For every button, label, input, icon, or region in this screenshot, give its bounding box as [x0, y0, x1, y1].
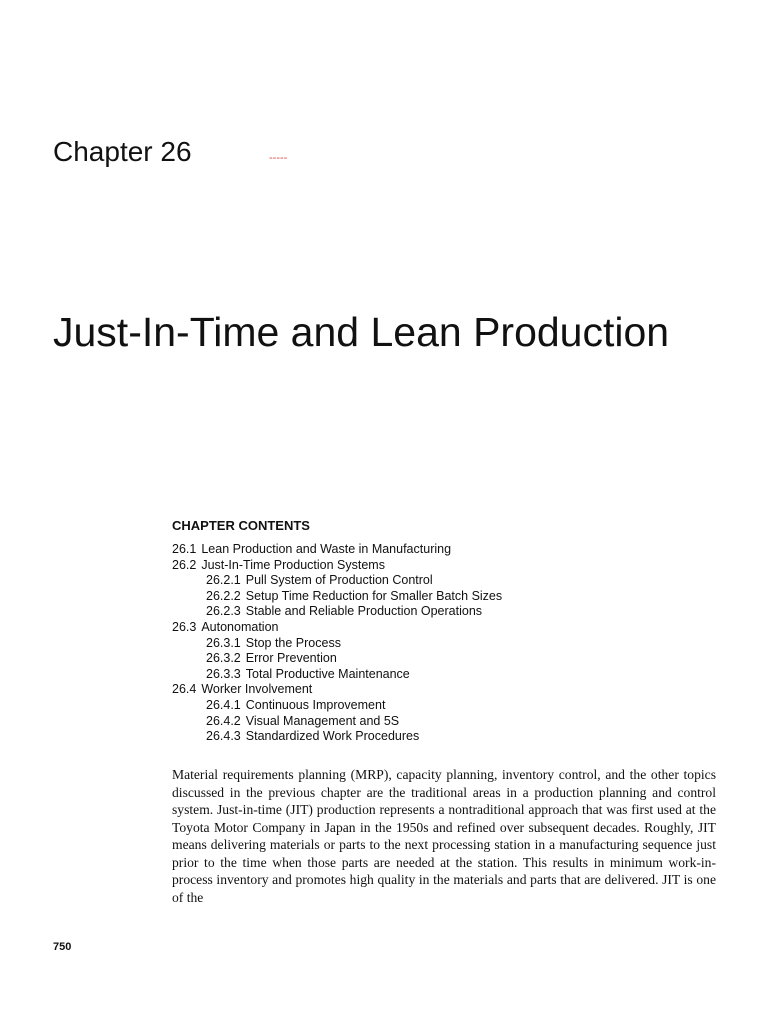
body-paragraph: Material requirements planning (MRP), capacity planning, inventory control, and the other topics discussed in the previous chapter are the traditional areas in a production planning and control system. Just-in-time (JIT) production represents a nontraditional approach that was first used at the Toyota Motor Company in Japan in the 1950s and refined over subsequent decades. Roughly, JIT means delivering materials or parts to the next processing station in a manufacturing sequence just prior to the time when those parts are needed at the station. This results in minimum work-in-process inventory and promotes high quality in the materials and parts that are delivered. JIT is one of the	[172, 767, 716, 905]
toc-item	[172, 573, 732, 589]
toc-item	[172, 542, 732, 558]
toc-item	[172, 714, 732, 730]
toc-item-label: Visual Management and 5S	[245, 713, 400, 728]
toc-item-label: Stop the Process	[245, 635, 341, 650]
toc-item-label: Setup Time Reduction for Smaller Batch Sizes	[245, 588, 503, 603]
toc-item-number: 26.2.1	[206, 573, 241, 588]
toc-item	[172, 651, 732, 667]
toc-item	[172, 558, 732, 574]
contents-heading: CHAPTER CONTENTS	[172, 518, 310, 533]
toc-item	[172, 682, 732, 698]
chapter-contents	[172, 518, 732, 745]
toc-item-number: 26.2	[172, 557, 197, 572]
toc-item-number: 26.4.1	[206, 697, 241, 712]
toc-item	[172, 636, 732, 652]
toc-item-number: 26.3.3	[206, 666, 241, 681]
toc-item-label: Total Productive Maintenance	[245, 666, 410, 681]
toc-item-label: Stable and Reliable Production Operations	[245, 604, 483, 619]
toc-item-number: 26.3.1	[206, 635, 241, 650]
toc-item-label: Error Prevention	[245, 651, 337, 666]
toc-item-number: 26.3	[172, 619, 197, 634]
toc-item	[172, 667, 732, 683]
chapter-title: Just-In-Time and Lean Production	[53, 309, 670, 355]
toc-list	[172, 542, 732, 745]
toc-item	[172, 620, 732, 636]
toc-item-label: Standardized Work Procedures	[245, 729, 420, 744]
toc-item-label: Autonomation	[201, 619, 279, 634]
annotation-marks: -----	[269, 152, 288, 164]
toc-item-number: 26.3.2	[206, 651, 241, 666]
toc-item-label: Just-In-Time Production Systems	[201, 557, 385, 572]
toc-item-number: 26.4.2	[206, 713, 241, 728]
toc-item	[172, 604, 732, 620]
toc-item-label: Worker Involvement	[201, 682, 313, 697]
chapter-label: Chapter 26	[53, 136, 192, 167]
toc-item	[172, 589, 732, 605]
toc-item-number: 26.2.3	[206, 604, 241, 619]
toc-item-number: 26.2.2	[206, 588, 241, 603]
toc-item	[172, 698, 732, 714]
page-number: 750	[53, 941, 72, 953]
toc-item-number: 26.1	[172, 542, 197, 556]
toc-item-number: 26.4.3	[206, 729, 241, 744]
toc-item-number: 26.4	[172, 682, 197, 697]
toc-item-label: Lean Production and Waste in Manufacturing	[201, 542, 452, 556]
toc-item-label: Pull System of Production Control	[245, 573, 433, 588]
toc-item	[172, 729, 732, 745]
toc-item-label: Continuous Improvement	[245, 697, 386, 712]
